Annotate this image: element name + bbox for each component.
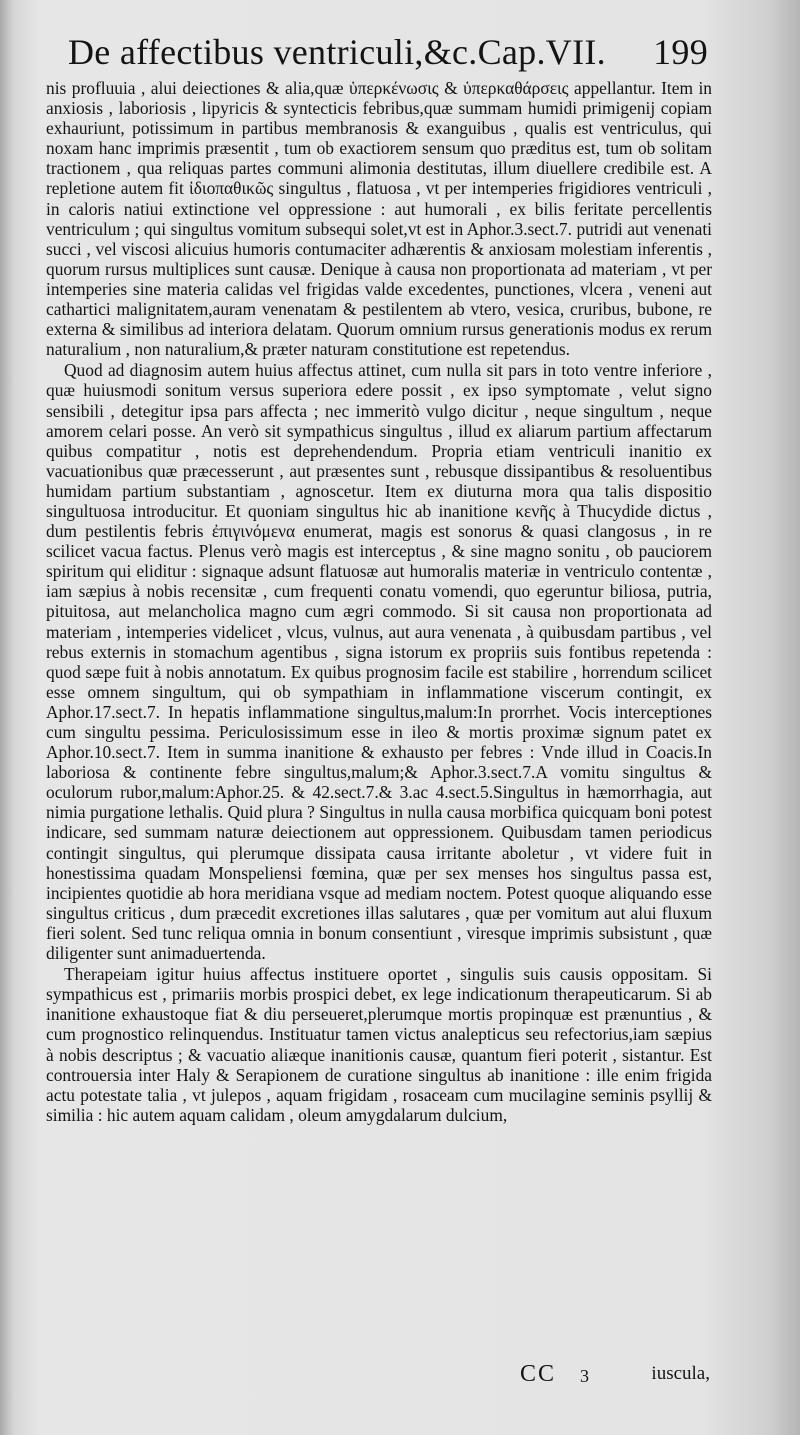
signature-mark: CC [520, 1361, 557, 1387]
signature-number: 3 [580, 1366, 589, 1386]
page-number: 199 [653, 32, 708, 72]
paragraph-diagnosis: Quod ad diagnosim autem huius affectus attinet, cum nulla sit pars in toto ventre inferiore , quæ huiusmodi sonitum versus superiora edere possit , ex ipso symptomate , velut signo sensibili , detegitur ipsa pars affecta ; nec immeritò vulgo dicitur , neque singultum , neque amorem celari posse. An verò sit sympathicus singultus , illud ex aliarum partium affectarum quibus compatitur , notis est deprehendendum. Propria etiam ventriculi inanitio ex vacuationibus quæ præcesserunt , aut præsentes sunt , rebusque dissipantibus & resoluentibus humidam partium substantiam , agnoscetur. Item ex diuturna mora qua talis dispositio singultuosa introducitur. Et quoniam singultus hic ab inanitione κενῆς à Thucydide dictus , dum pestilentis febris ἐπιγινόμενα enumerat, magis est sonorus & quasi clangosus , in re scilicet vacua factus. Plenus verò magis est interceptus , & sine magno sonitu , ob pauciorem spiritum qui eliditur : signaque adsunt flatuosæ aut humoralis materiæ in ventriculo contentæ , iam sæpius à nobis recensitæ , cum frequenti conatu vomendi, quo egeruntur biliosa, putria, pituitosa, aut melancholica magno cum ægri commodo. Si sit causa non proportionata ad materiam , intemperies videlicet , vlcus, vulnus, aut aura venenata , à quibusdam partibus , vel rebus externis in stomachum agentibus , signa istorum ex propriis suis fontibus repetenda : quod sæpe fuit à nobis annotatum. Ex quibus prognosim facile est stabilire , horrendum scilicet esse omnem singultum, qui ob sympathiam in inflammatione viscerum contingit, ex Aphor.17.sect.7. In hepatis inflammatione singultus,malum:In prorrhet. Vocis interceptiones cum singultu pessima. Periculosissimum esse in ileo & mortis proximæ signum patet ex Aphor.10.sect.7. Item in summa inanitione & exhausto per febres : Vnde illud in Coacis.In laboriosa & continente febre singultus,malum;& Aphor.3.sect.7.A vomitu singultus & oculorum rubor,malum:Aphor.25. & 42.sect.7.& 3.ac 4.sect.5.Singultus in hæmorrhagia, aut nimia purgatione lethalis. Quid plura ? Singultus in nulla causa morbifica quicquam boni potest indicare, sed summam naturæ deiectionem aut oppressionem. Quibusdam tamen periodicus contingit singultus, qui plerumque dissipata causa irritante aboletur , vt videre fuit in honestissima quadam Monspeliensi fœmina, quæ per sex menses hos singultus passa est, incipientes quotidie ab hora meridiana vsque ad mediam noctem. Potest quoque aliquando esse singultus criticus , dum præcedit excretiones illas salutares , quæ per vomitum aut alui fluxum fieri solent. Sed tunc reliqua omnia in bonum consentiunt , viresque imprimis subsistunt , quæ diligenter sunt animaduertenda. [46, 360, 712, 964]
paragraph-causes: nis profluuia , alui deiectiones & alia,quæ ὑπερκένωσις & ὑπερκαθάρσεις appellantur. Item in anxiosis , laboriosis , lipyricis & syntecticis febribus,quæ summam humidi primigenij copiam exhauriunt, potissimum in partibus membranosis & exanguibus , qualis est ventriculus, qui noxam hanc imprimis præsentit , tum ob exactiorem sensum quo præditus est, tum ob solitam tractionem , qua reliquas partes communi alimonia destitutas, illum diuellere credibile est. A repletione autem fit ἰδιοπαθικῶς singultus , flatuosa , vt per intemperies frigidiores ventriculi , in caloris natiui extinctione vel oppressione : aut humorali , ex bilis feritate percellentis ventriculum ; qui singultus vomitum subsequi solet,vt est in Aphor.3.sect.7. putridi aut venenati succi , vel viscosi alicuius humoris contumaciter adhærentis & anxiosam molestiam inferentis , quorum rursus multiplices sunt causæ. Denique à causa non proportionata ad materiam , vt per intemperies sine materia calidas vel frigidas valde excedentes, punctiones, vlcera , veneni aut cathartici malignitatem,auram venenatam & pestilentem ab vtero, vesica, cruribus, bubone, re externa & similibus ad interiora delatam. Quorum omnium rursus generationis modus ex rerum naturalium , non naturalium,& præter naturam constitutione est repetendus. [46, 78, 712, 360]
catchword: iuscula, [651, 1363, 710, 1384]
paragraph-therapy: Therapeiam igitur huius affectus instituere oportet , singulis suis causis oppositam. Si sympathicus est , primariis morbis prospici debet, ex lege indicationum therapeuticarum. Si ab inanitione exhaustoque fiat & diu perseueret,plerumque mortis propinquæ est prænuntius , & cum prognostico relinquendus. Instituatur tamen victus analepticus seu refectorius,iam sæpius à nobis descriptus ; & vacuatio aliæque inanitionis causæ, quantum fieri poterit , sistantur. Est controuersia inter Haly & Serapionem de curatione singultus ab inanitione : ille enim frigida actu potestate talia , vt julepos , aquam frigidam , rosaceam cum mucilagine seminis psyllij & similia : hic autem aquam calidam , oleum amygdalarum dulcium, [46, 964, 712, 1125]
running-head-title: De affectibus ventriculi,&c.Cap.VII. [68, 32, 606, 72]
running-head [68, 26, 708, 78]
body-text [46, 78, 712, 1125]
page-footer [460, 1360, 710, 1388]
